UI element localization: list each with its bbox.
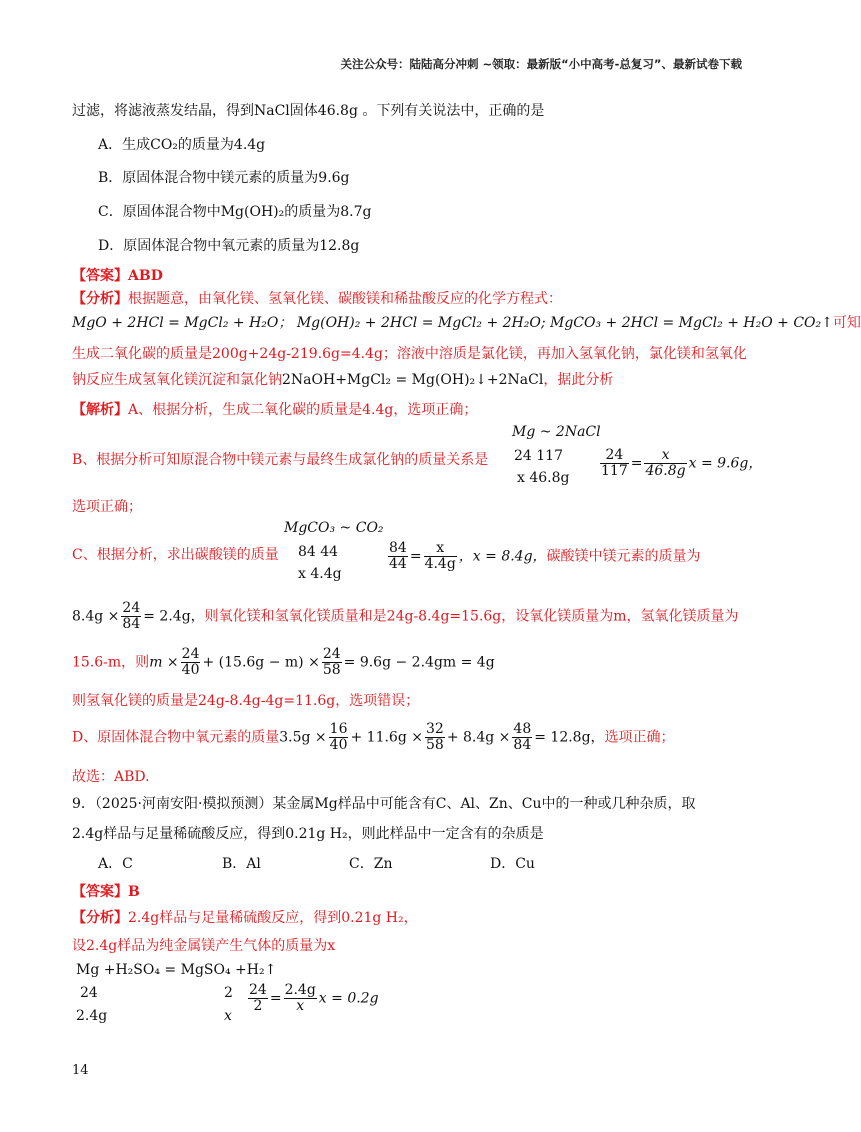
page-number: 14 [72, 1063, 89, 1078]
b-relation-top: Mg ~ 2NaCl [512, 424, 601, 440]
q8-jiexi-c: C、根据分析，求出碳酸镁的质量 [72, 547, 279, 563]
c-line2-text: 则氧化镁和氢氧化镁质量和是24g-8.4g=15.6g，设氧化镁质量为m，氢氧化镁质量为 [204, 608, 739, 625]
fraction-x-4-4: $\frac{x}{4.4g}$ [424, 540, 456, 572]
c-relation-top: MgCO₃ ~ CO₂ [284, 520, 384, 536]
q9-eq-mid-a: 24 [80, 985, 98, 1001]
d-tail: 选项正确； [604, 729, 675, 746]
q9-analysis-line2: 设2.4g样品为纯金属镁产生气体的质量为x [72, 938, 336, 954]
q9-stem-line2: 2.4g样品与足量稀硫酸反应，得到0.21g H₂，则此样品中一定含有的杂质是 [72, 826, 544, 842]
d-math-3: + 8.4g × [446, 729, 511, 746]
q9-stem-line1: 9．（2025·河南安阳·模拟预测）某金属Mg样品中可能含有C、Al、Zn、Cu中的一种或几种杂质，取 [72, 796, 696, 812]
q9-eq-bot-b: x [224, 1008, 232, 1024]
page-header: 关注公众号：陆陆高分冲刺 ~领取：最新版“小中高考-总复习”、最新试卷下载 [340, 57, 742, 71]
q9-option-c: C．Zn [349, 856, 393, 872]
q8-equations [72, 312, 861, 332]
c-line3-math-a: m × [149, 654, 179, 671]
fraction-24-84: $\frac{24}{84}$ [122, 600, 141, 632]
naoh-equation: 2NaOH+MgCl₂ = Mg(OH)₂↓+2NaCl [282, 372, 544, 388]
q9-analysis-line1 [72, 907, 418, 927]
c-relation-bot: x 4.4g [298, 566, 342, 582]
fraction-32-58: $\frac{32}{58}$ [425, 721, 444, 753]
q8-option-c: C．原固体混合物中Mg(OH)₂的质量为8.7g [98, 204, 372, 220]
q8-jiexi-d [72, 722, 675, 753]
q9-option-d: D．Cu [490, 856, 535, 872]
c-result: ，x = 8.4g， [458, 548, 547, 565]
q9-option-a: A．C [98, 856, 133, 872]
analysis-label: 【分析】 [72, 291, 128, 307]
fraction-24-117: $\frac{24}{117}$ [601, 447, 628, 479]
q9-analysis-label: 【分析】 [72, 910, 128, 926]
q8-jiexi-b: B、根据分析可知原混合物中镁元素与最终生成氯化钠的质量关系是 [72, 452, 489, 468]
q8-jiexi-c-line3 [72, 647, 495, 678]
fraction-16-40: $\frac{16}{40}$ [329, 721, 348, 753]
analysis-text: 根据题意，由氧化镁、氢氧化镁、碳酸镁和稀盐酸反应的化学方程式： [128, 291, 562, 307]
q8-stem-tail: 过滤，将滤液蒸发结晶，得到NaCl固体46.8g 。下列有关说法中，正确的是 [72, 103, 545, 119]
analysis-text-3a: 钠反应生成氢氧化镁沉淀和氯化钠 [72, 372, 282, 388]
q9-eq-mid-b: 2 [224, 985, 233, 1001]
c-proportion: $\frac{84}{44}$ = $\frac{x}{4.4g}$ ，x = 8.4g，碳酸镁中镁元素的质量为 [389, 540, 701, 572]
c-line3-math-c: = 9.6g − 2.4gm = 4g [343, 654, 495, 671]
q9-eq-bot-a: 2.4g [76, 1008, 108, 1024]
q8-jiexi-b-end: 选项正确； [72, 499, 142, 515]
q8-analysis-line1 [72, 288, 562, 308]
b-proportion: $\frac{24}{117}$ = $\frac{x}{46.8g}$ x = 9.6g， [601, 447, 763, 479]
fraction-84-44: $\frac{84}{44}$ [389, 540, 407, 572]
jiexi-a-text: A、根据分析，生成二氧化碳的质量是4.4g，选项正确； [128, 402, 478, 418]
q8-conclusion: 故选：ABD. [72, 769, 150, 785]
d-math-1: 3.5g × [279, 729, 327, 746]
jiexi-label: 【解析】 [72, 402, 128, 418]
d-math-4: = 12.8g， [534, 729, 605, 746]
c-line2-math2: = 2.4g， [143, 608, 205, 625]
q9-answer: 【答案】B [72, 884, 140, 900]
b-result: x = 9.6g， [688, 455, 763, 472]
q8-jiexi-a [72, 399, 477, 419]
q8-option-a: A．生成CO₂的质量为4.4g [98, 137, 266, 153]
q8-option-b: B．原固体混合物中镁元素的质量为9.6g [98, 170, 350, 186]
b-relation-mid: 24 117 [514, 448, 563, 464]
equation-set: MgO + 2HCl = MgCl₂ + H₂O； Mg(OH)₂ + 2HCl = MgCl₂ + 2H₂O; MgCO₃ + 2HCl = MgCl₂ + H₂O + CO₂↑ [72, 315, 833, 331]
fraction-48-84: $\frac{48}{84}$ [513, 721, 532, 753]
c-tail: 碳酸镁中镁元素的质量为 [546, 548, 701, 565]
q8-option-d: D．原固体混合物中氧元素的质量为12.8g [98, 238, 360, 254]
q8-answer: 【答案】ABD [72, 268, 163, 284]
q8-analysis-line3 [72, 369, 613, 389]
analysis-text-3b: ，据此分析 [543, 372, 614, 388]
analysis-tail: 可知 [832, 315, 861, 331]
q9-result: x = 0.2g [318, 990, 379, 1007]
c-relation-mid: 84 44 [298, 544, 339, 560]
c-line3-math-b: + (15.6g − m) × [202, 654, 320, 671]
fraction-x-46-8: $\frac{x}{46.8g}$ [645, 447, 686, 479]
fraction-2-4g-x: $\frac{2.4g}{x}$ [284, 982, 316, 1014]
q9-option-b: B．Al [222, 856, 261, 872]
fraction-24-2: $\frac{24}{2}$ [249, 982, 267, 1014]
b-relation-bot: x 46.8g [517, 470, 570, 486]
fraction-24-58: $\frac{24}{58}$ [322, 646, 341, 678]
q8-jiexi-c-line4: 则氢氧化镁的质量是24g-8.4g-4g=11.6g，选项错误； [72, 693, 420, 709]
q9-equation: Mg +H₂SO₄ = MgSO₄ +H₂↑ [76, 962, 277, 978]
q8-jiexi-c-line2 [72, 601, 739, 632]
q9-analysis-text: 2.4g样品与足量稀硫酸反应，得到0.21g H₂， [128, 910, 418, 926]
d-text: D、原固体混合物中氧元素的质量 [72, 729, 280, 746]
d-math-2: + 11.6g × [350, 729, 423, 746]
fraction-24-40: $\frac{24}{40}$ [181, 646, 200, 678]
c-line2-math: 8.4g × [72, 608, 120, 625]
q9-proportion: $\frac{24}{2}$ = $\frac{2.4g}{x}$ x = 0.2g [249, 982, 379, 1014]
q8-analysis-line2: 生成二氧化碳的质量是200g+24g-219.6g=4.4g；溶液中溶质是氯化镁，再加入氢氧化钠，氯化镁和氢氧化 [72, 346, 747, 362]
c-line3-text: 15.6-m，则 [72, 654, 150, 671]
